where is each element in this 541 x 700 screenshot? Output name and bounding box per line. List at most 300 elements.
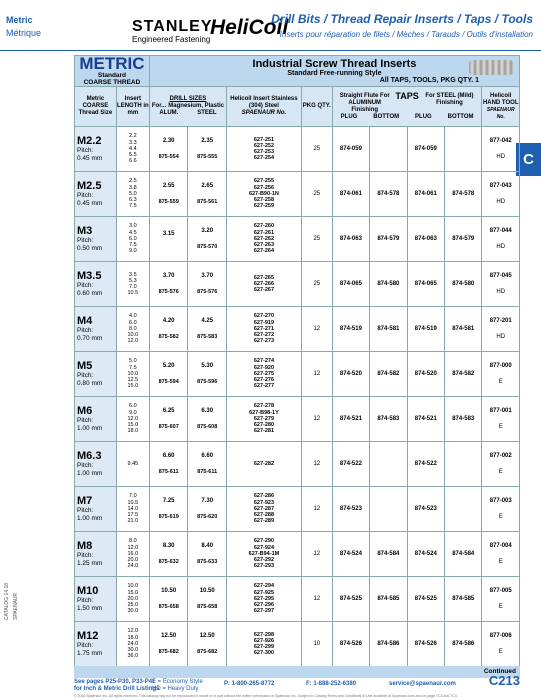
tap-alum-plug-cell bbox=[332, 127, 369, 172]
hand-tool-part: 877-042 bbox=[489, 138, 512, 144]
tap-alum-bottom-cell bbox=[370, 172, 407, 217]
tap-steel-plug: 874-525 bbox=[414, 596, 437, 602]
insert-part-cell bbox=[226, 352, 301, 397]
insert-length: 3.0 bbox=[129, 223, 137, 230]
tap-alum-plug-cell bbox=[332, 217, 369, 262]
insert-part-number: 627-279 bbox=[253, 415, 275, 422]
pkg-qty: 12 bbox=[313, 371, 321, 377]
tap-alum-plug-cell bbox=[332, 442, 369, 487]
insert-length: 30.0 bbox=[127, 608, 139, 615]
tap-alum-bottom: 874-582 bbox=[377, 371, 400, 377]
insert-part-number: 627-289 bbox=[253, 518, 275, 525]
hand-tool-label: Helicoil HAND TOOL bbox=[482, 92, 519, 106]
tap-alum-plug-cell bbox=[332, 487, 369, 532]
insert-part-number: 627-281 bbox=[253, 428, 275, 435]
tap-alum-plug-cell bbox=[332, 172, 369, 217]
drill-alum-part: 875-658 bbox=[158, 604, 179, 610]
drill-alum-part: 875-582 bbox=[158, 334, 179, 340]
tap-steel-plug: 874-521 bbox=[414, 416, 437, 422]
insert-length: 5.5 bbox=[129, 152, 137, 159]
insert-part-number: 627-260 bbox=[253, 223, 275, 230]
drill-alum-cell bbox=[149, 127, 188, 172]
insert-part-number: 627-265 bbox=[253, 274, 275, 281]
insert-length-cell bbox=[116, 487, 149, 532]
insert-length: 24.0 bbox=[127, 640, 139, 647]
tap-alum-plug-cell bbox=[332, 532, 369, 577]
insert-length-cell bbox=[116, 217, 149, 262]
insert-length-cell bbox=[116, 532, 149, 577]
insert-part-cell bbox=[226, 532, 301, 577]
tap-alum-plug: 874-523 bbox=[339, 506, 362, 512]
drill-alum-cell bbox=[149, 262, 188, 307]
pitch-label: Pitch: bbox=[77, 552, 94, 559]
insert-length-cell bbox=[116, 622, 149, 667]
insert-part-number: 627-297 bbox=[253, 608, 275, 615]
pitch-label: Pitch: bbox=[77, 507, 94, 514]
drill-alum-part: 875-554 bbox=[158, 154, 179, 160]
insert-part-number: 627-300 bbox=[253, 650, 275, 657]
drill-steel-cell bbox=[188, 262, 227, 307]
hand-tool-part: 877-043 bbox=[489, 183, 512, 189]
drill-steel-cell bbox=[188, 352, 227, 397]
plug-label-1: PLUG bbox=[340, 113, 358, 120]
insert-length: 17.5 bbox=[127, 512, 139, 519]
drill-alum-size: 5.20 bbox=[162, 363, 175, 369]
drill-alum-size: 10.50 bbox=[161, 588, 177, 594]
insert-length-cell bbox=[116, 127, 149, 172]
hand-tool-part: 877-201 bbox=[489, 318, 512, 324]
insert-length-cell bbox=[116, 307, 149, 352]
insert-part-number: 627-254 bbox=[253, 155, 275, 162]
tap-alum-plug: 874-061 bbox=[339, 191, 362, 197]
tap-alum-bottom-cell bbox=[370, 577, 407, 622]
tap-steel-plug: 874-520 bbox=[414, 371, 437, 377]
helicoil-logo: HeliCoil bbox=[210, 16, 289, 39]
hand-tool-style: HD bbox=[496, 289, 506, 295]
drill-alum-size: 3.70 bbox=[162, 273, 175, 279]
thread-size: M10 bbox=[77, 585, 99, 597]
drill-steel-size: 3.70 bbox=[201, 273, 214, 279]
tap-alum-plug: 874-520 bbox=[339, 371, 362, 377]
table-row bbox=[75, 307, 520, 352]
tap-steel-plug: 874-519 bbox=[414, 326, 437, 332]
insert-part-number: 627-923 bbox=[253, 499, 275, 506]
table-row bbox=[75, 622, 520, 667]
pitch-value: 1.25 mm bbox=[77, 560, 103, 567]
drill-steel-cell bbox=[188, 217, 227, 262]
straight-flute-label: Straight Flute For ALUMINUM Finishing bbox=[339, 92, 390, 113]
thread-size-cell bbox=[75, 172, 117, 217]
drill-alum-size: 2.30 bbox=[162, 138, 175, 144]
drill-alum-cell bbox=[149, 352, 188, 397]
drill-alum-cell bbox=[149, 442, 188, 487]
drill-steel-size: 7.30 bbox=[201, 498, 214, 504]
drill-alum-part: 875-559 bbox=[158, 199, 179, 205]
tap-steel-plug-cell bbox=[407, 352, 444, 397]
pitch-label: Pitch: bbox=[77, 642, 94, 649]
footer-heavy-duty: HD = Heavy Duty bbox=[152, 686, 199, 692]
standard-label: Standard bbox=[97, 72, 127, 79]
drill-steel-part: 875-608 bbox=[197, 424, 218, 430]
insert-part-number: 627-264 bbox=[253, 248, 275, 255]
drill-alum-cell bbox=[149, 172, 188, 217]
header-divider bbox=[0, 50, 541, 51]
thread-size: M8 bbox=[77, 540, 93, 552]
drill-steel-part: 875-633 bbox=[197, 559, 218, 565]
hand-tool-cell bbox=[482, 622, 520, 667]
stanley-logo: STANLEY. bbox=[132, 18, 217, 35]
tap-alum-plug: 874-526 bbox=[339, 641, 362, 647]
tap-alum-bottom-cell bbox=[370, 442, 407, 487]
insert-length: 30.0 bbox=[127, 647, 139, 654]
drill-alum-size: 4.20 bbox=[162, 318, 175, 324]
drill-for-label: For... bbox=[151, 103, 167, 109]
insert-part-number: 627-288 bbox=[253, 512, 275, 519]
insert-part-number: 627-280 bbox=[253, 422, 275, 429]
pitch-label: Pitch: bbox=[77, 372, 94, 379]
drill-alum-part: 875-611 bbox=[158, 469, 179, 475]
footer-see-pages bbox=[74, 679, 159, 693]
insert-length: 6.0 bbox=[129, 319, 137, 326]
tap-steel-plug-cell bbox=[407, 442, 444, 487]
tap-alum-plug-cell bbox=[332, 307, 369, 352]
pkg-qty-cell bbox=[301, 217, 332, 262]
drill-steel-size: 5.30 bbox=[201, 363, 214, 369]
tap-steel-bottom-cell bbox=[445, 577, 482, 622]
hand-tool-cell bbox=[482, 307, 520, 352]
table-row bbox=[75, 397, 520, 442]
insert-part-number: 627-290 bbox=[253, 538, 275, 545]
tap-alum-bottom-cell bbox=[370, 262, 407, 307]
drill-steel-part: 875-596 bbox=[197, 379, 218, 385]
pkg-qty-cell bbox=[301, 532, 332, 577]
footer-see-line2: for Inch & Metric Drill Listings bbox=[74, 686, 160, 692]
insert-part-number: 627-276 bbox=[253, 377, 275, 384]
tap-steel-plug-cell bbox=[407, 217, 444, 262]
tap-steel-plug: 874-524 bbox=[414, 551, 437, 557]
insert-part-number: 627-295 bbox=[253, 595, 275, 602]
insert-part-number: 627-277 bbox=[253, 383, 275, 390]
drill-steel-cell bbox=[188, 442, 227, 487]
pitch-label: Pitch: bbox=[77, 147, 94, 154]
insert-length: 21.0 bbox=[127, 518, 139, 525]
tap-alum-bottom: 874-586 bbox=[377, 641, 400, 647]
col-drill-sizes bbox=[149, 87, 226, 127]
page-number: C213 bbox=[488, 673, 520, 688]
tap-alum-bottom-cell bbox=[370, 487, 407, 532]
tap-steel-bottom-cell bbox=[445, 307, 482, 352]
stanley-tagline: Engineered Fastening bbox=[132, 35, 211, 44]
hand-tool-style: E bbox=[498, 379, 503, 385]
insert-part-number: 627-275 bbox=[253, 370, 275, 377]
drill-steel-size: 12.50 bbox=[199, 633, 215, 639]
drill-steel-part: 875-611 bbox=[197, 469, 218, 475]
insert-length: 12.0 bbox=[127, 628, 139, 635]
thread-size: M6 bbox=[77, 405, 93, 417]
col-taps bbox=[332, 87, 482, 127]
hand-tool-cell bbox=[482, 487, 520, 532]
insert-part-number: 627-294 bbox=[253, 583, 275, 590]
insert-part-number: 627-299 bbox=[253, 644, 275, 650]
insert-part-number: 627-B90-1N bbox=[248, 190, 279, 197]
footer-fax: F: 1-888-252-6380 bbox=[306, 681, 357, 687]
table-row bbox=[75, 577, 520, 622]
insert-length: 16.0 bbox=[127, 550, 139, 557]
tap-steel-bottom: 874-582 bbox=[452, 371, 475, 377]
pitch-value: 0.45 mm bbox=[77, 200, 103, 207]
tap-alum-bottom: 874-583 bbox=[377, 416, 400, 422]
insert-part-cell bbox=[226, 172, 301, 217]
pkg-qty: 12 bbox=[313, 461, 321, 467]
drill-alum-cell bbox=[149, 487, 188, 532]
insert-length: 18.0 bbox=[127, 634, 139, 641]
pkg-qty-cell bbox=[301, 352, 332, 397]
header-metric: Metric bbox=[6, 15, 33, 25]
insert-part-cell bbox=[226, 217, 301, 262]
insert-length: 2.5 bbox=[129, 178, 137, 185]
plug-label-2: PLUG bbox=[415, 113, 432, 120]
insert-length: 7.5 bbox=[129, 242, 137, 249]
insert-part-number: 627-274 bbox=[253, 358, 275, 365]
col-pkg-qty: PKG QTY. bbox=[301, 87, 332, 127]
tap-steel-plug-cell bbox=[407, 262, 444, 307]
tap-alum-bottom: 874-579 bbox=[377, 236, 400, 242]
pitch-label: Pitch: bbox=[77, 327, 94, 334]
table-row bbox=[75, 262, 520, 307]
hand-tool-part: 877-002 bbox=[489, 453, 512, 459]
pitch-label: Pitch: bbox=[77, 192, 94, 199]
hand-tool-style: HD bbox=[496, 244, 506, 250]
metric-title-cell bbox=[75, 56, 150, 87]
hand-tool-part: 877-001 bbox=[489, 408, 512, 414]
side-catalog-text bbox=[2, 520, 22, 630]
insert-length: 15.0 bbox=[127, 383, 139, 390]
thread-size: M6.3 bbox=[77, 450, 102, 462]
drill-steel-size: 3.20 bbox=[201, 228, 214, 234]
tap-alum-plug-cell bbox=[332, 397, 369, 442]
insert-part-cell bbox=[226, 487, 301, 532]
drill-steel-cell bbox=[188, 532, 227, 577]
thread-size-cell bbox=[75, 352, 117, 397]
drill-alum-part: 875-682 bbox=[158, 649, 179, 655]
drill-steel-cell bbox=[188, 577, 227, 622]
table-row bbox=[75, 442, 520, 487]
side-catalog-label: CATALOG 14.18 bbox=[4, 582, 10, 620]
tap-steel-plug-cell bbox=[407, 397, 444, 442]
thread-size-cell bbox=[75, 622, 117, 667]
table-row bbox=[75, 532, 520, 577]
insert-part-number: 627-287 bbox=[253, 505, 275, 512]
insert-part-number: 627-262 bbox=[253, 235, 275, 242]
drill-steel-part: 875-620 bbox=[197, 514, 218, 520]
hand-tool-style: E bbox=[498, 514, 503, 520]
tap-alum-bottom-cell bbox=[370, 622, 407, 667]
header-right bbox=[271, 12, 533, 39]
insert-length: 4.0 bbox=[129, 313, 137, 320]
tap-steel-plug: 874-063 bbox=[414, 236, 437, 242]
insert-part-number: 627-266 bbox=[253, 280, 275, 287]
insert-length: 36.0 bbox=[127, 653, 139, 660]
insert-part-number: 627-278 bbox=[253, 403, 275, 410]
steel-label: STEEL bbox=[197, 110, 217, 116]
thread-size-cell bbox=[75, 262, 117, 307]
col-hand-tool bbox=[482, 87, 520, 127]
insert-length: 7.5 bbox=[129, 203, 137, 210]
for-steel-label: For STEEL (Mild) Finishing bbox=[425, 92, 474, 106]
hand-tool-cell bbox=[482, 442, 520, 487]
drill-alum-size: 12.50 bbox=[161, 633, 177, 639]
helicoil-insert-label: Helicoil Insert Stainless (304) Steel bbox=[230, 96, 298, 109]
drill-alum-cell bbox=[149, 397, 188, 442]
tap-alum-plug: 874-525 bbox=[339, 596, 362, 602]
side-brand-label: SPAENAUR bbox=[13, 592, 19, 620]
tap-steel-bottom: 874-579 bbox=[452, 236, 475, 242]
tap-steel-bottom: 874-578 bbox=[452, 191, 475, 197]
insert-part-number: 627-926 bbox=[253, 637, 275, 644]
tap-alum-plug: 874-059 bbox=[339, 146, 362, 152]
insert-length: 18.0 bbox=[127, 428, 139, 435]
insert-part-number: 627-293 bbox=[253, 563, 275, 570]
hand-tool-style: E bbox=[498, 424, 503, 430]
pkg-qty: 12 bbox=[313, 596, 321, 602]
spaenaur-no-label: SPAENAUR No. bbox=[241, 110, 287, 116]
pkg-qty-cell bbox=[301, 442, 332, 487]
pkg-qty: 25 bbox=[313, 281, 321, 287]
footer-economy: E = Economy Style bbox=[152, 679, 203, 685]
tap-steel-bottom-cell bbox=[445, 487, 482, 532]
thread-size: M2.5 bbox=[77, 180, 102, 192]
pkg-qty: 25 bbox=[313, 191, 321, 197]
tap-alum-bottom-cell bbox=[370, 532, 407, 577]
insert-part-number: 627-263 bbox=[253, 242, 275, 249]
insert-part-number: 627-258 bbox=[253, 197, 275, 204]
tap-steel-bottom: 874-580 bbox=[452, 281, 475, 287]
insert-length: 20.0 bbox=[127, 595, 139, 602]
drill-alum-part: 875-632 bbox=[158, 559, 179, 565]
insert-part-number: 627-272 bbox=[253, 332, 275, 339]
pkg-qty: 25 bbox=[313, 146, 321, 152]
tap-alum-bottom-cell bbox=[370, 397, 407, 442]
tap-steel-plug-cell bbox=[407, 622, 444, 667]
insert-length: 5.0 bbox=[129, 190, 137, 197]
drill-steel-size: 6.60 bbox=[201, 453, 214, 459]
footer-email[interactable]: service@spaenaur.com bbox=[389, 681, 456, 687]
tap-alum-plug-cell bbox=[332, 622, 369, 667]
tap-alum-plug: 874-065 bbox=[339, 281, 362, 287]
header-metrique: Métrique bbox=[6, 28, 42, 38]
col-insert-length: Insert LENGTH in mm bbox=[116, 87, 149, 127]
drill-alum-size: 3.15 bbox=[162, 231, 175, 237]
tap-alum-bottom: 874-584 bbox=[377, 551, 400, 557]
insert-part-number: 627-271 bbox=[253, 325, 275, 332]
thread-size: M7 bbox=[77, 495, 93, 507]
drill-steel-part: 875-583 bbox=[197, 334, 218, 340]
insert-length: 20.0 bbox=[127, 557, 139, 564]
hand-tool-cell bbox=[482, 262, 520, 307]
tap-steel-bottom: 874-583 bbox=[452, 416, 475, 422]
tap-steel-plug-cell bbox=[407, 577, 444, 622]
pkg-qty-cell bbox=[301, 127, 332, 172]
hand-tool-part: 877-044 bbox=[489, 228, 512, 234]
tap-steel-bottom-cell bbox=[445, 532, 482, 577]
pitch-value: 0.45 mm bbox=[77, 155, 103, 162]
drill-alum-size: 2.55 bbox=[162, 183, 175, 189]
tap-steel-plug: 874-523 bbox=[414, 506, 437, 512]
pkg-qty-cell bbox=[301, 622, 332, 667]
insert-length: 10.5 bbox=[127, 499, 139, 506]
header-category-en: Drill Bits / Thread Repair Inserts / Taps / Tools bbox=[271, 12, 533, 26]
insert-length-cell bbox=[116, 262, 149, 307]
drill-steel-part: 875-658 bbox=[197, 604, 218, 610]
drill-alum-cell bbox=[149, 577, 188, 622]
page-header bbox=[0, 0, 541, 50]
insert-length: 6.0 bbox=[129, 403, 137, 410]
tap-alum-plug-cell bbox=[332, 577, 369, 622]
bottom-label-1: BOTTOM bbox=[373, 113, 400, 120]
tap-alum-bottom-cell bbox=[370, 217, 407, 262]
tap-alum-plug-cell bbox=[332, 262, 369, 307]
table-row bbox=[75, 487, 520, 532]
pkg-qty: 12 bbox=[313, 506, 321, 512]
insert-part-number: 627-298 bbox=[253, 631, 275, 638]
drill-steel-size: 2.65 bbox=[201, 183, 214, 189]
drill-steel-cell bbox=[188, 487, 227, 532]
insert-length: 4.4 bbox=[129, 145, 137, 152]
tap-steel-bottom-cell bbox=[445, 442, 482, 487]
insert-part-cell bbox=[226, 127, 301, 172]
hand-tool-cell bbox=[482, 352, 520, 397]
tap-steel-bottom-cell bbox=[445, 262, 482, 307]
insert-part-cell bbox=[226, 262, 301, 307]
pitch-value: 1.75 mm bbox=[77, 650, 103, 657]
tap-alum-plug: 874-519 bbox=[339, 326, 362, 332]
table-row bbox=[75, 172, 520, 217]
tap-alum-bottom-cell bbox=[370, 352, 407, 397]
drill-steel-size: 2.35 bbox=[201, 138, 214, 144]
tap-steel-plug: 874-061 bbox=[414, 191, 437, 197]
drill-steel-cell bbox=[188, 397, 227, 442]
insert-part-number: 627-255 bbox=[253, 178, 275, 185]
tap-steel-plug: 874-522 bbox=[414, 461, 437, 467]
taps-label: TAPS bbox=[395, 90, 419, 101]
hand-tool-style: E bbox=[498, 559, 503, 565]
pitch-label: Pitch: bbox=[77, 597, 94, 604]
pkg-qty-cell bbox=[301, 397, 332, 442]
drill-steel-cell bbox=[188, 172, 227, 217]
pkg-qty: 25 bbox=[313, 236, 321, 242]
pitch-value: 0.80 mm bbox=[77, 380, 103, 387]
drill-alum-size: 8.30 bbox=[162, 543, 175, 549]
col-thread-size: Metric COARSE Thread Size bbox=[75, 87, 117, 127]
hand-tool-cell bbox=[482, 397, 520, 442]
insert-part-number: 627-252 bbox=[253, 142, 275, 149]
tap-steel-bottom-cell bbox=[445, 397, 482, 442]
insert-length-cell bbox=[116, 172, 149, 217]
main-title: Industrial Screw Thread Inserts bbox=[252, 58, 417, 70]
all-taps-note: All TAPS, TOOLS, PKG QTY. 1 bbox=[379, 77, 479, 84]
tap-steel-bottom-cell bbox=[445, 352, 482, 397]
insert-part-number: 627-267 bbox=[253, 287, 275, 294]
drill-alum-part: 875-619 bbox=[158, 514, 179, 520]
drill-steel-part: 875-555 bbox=[197, 154, 218, 160]
hand-tool-cell bbox=[482, 172, 520, 217]
drill-steel-cell bbox=[188, 127, 227, 172]
insert-length: 15.0 bbox=[127, 589, 139, 596]
thread-size-cell bbox=[75, 307, 117, 352]
insert-length: 9.0 bbox=[129, 248, 137, 255]
thread-size-cell bbox=[75, 217, 117, 262]
drill-alum-size: 6.60 bbox=[162, 453, 175, 459]
